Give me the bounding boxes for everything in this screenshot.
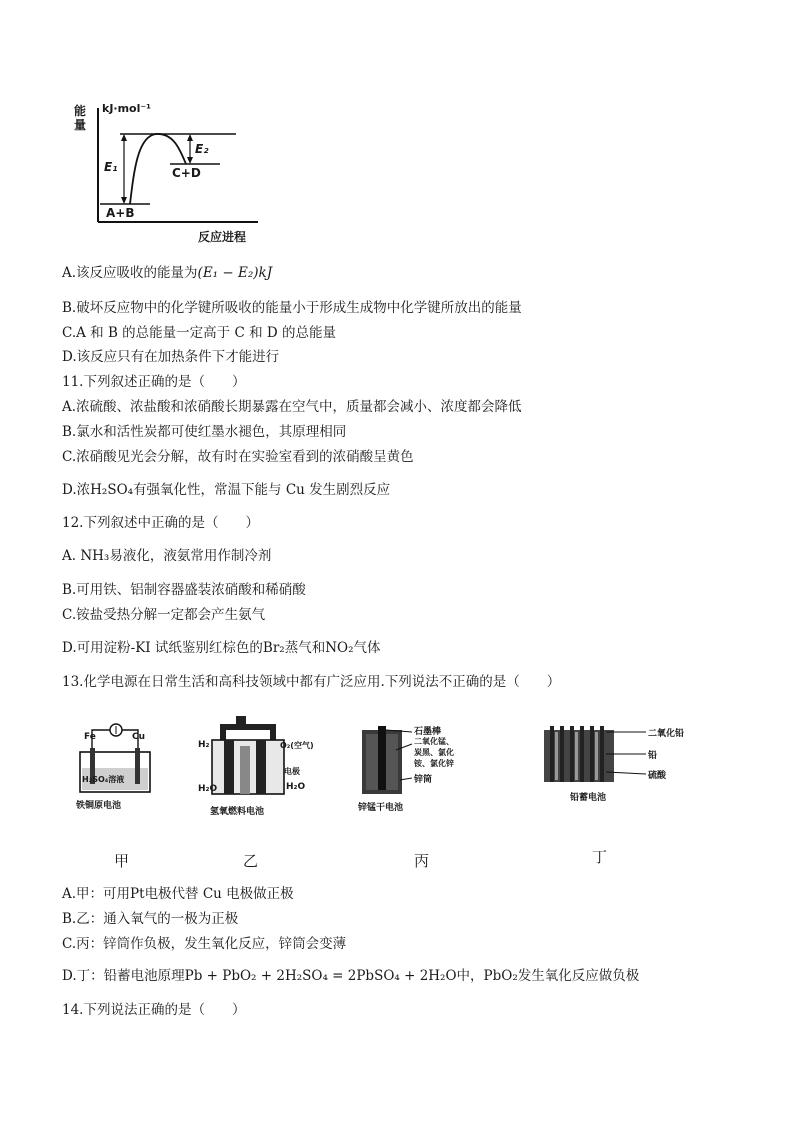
bing-label-3: 炭黑、氯化 — [414, 748, 454, 757]
figure-jia-fe-cu-cell — [72, 718, 172, 813]
q13-a-pre: A.甲：可用 — [62, 886, 131, 902]
unit-label: kJ·mol⁻¹ — [102, 102, 152, 115]
ding-label-1: 二氧化铅 — [648, 729, 685, 739]
fig-label-ding: 丁 — [592, 848, 608, 866]
jia-caption: 铁铜原电池 — [76, 801, 122, 811]
q12-d-post: 气体 — [353, 640, 381, 656]
q12-option-b: B.可用铁、铝制容器盛装浓硝酸和稀硝酸 — [62, 582, 306, 598]
q11-option-a: A.浓硫酸、浓盐酸和浓硝酸长期暴露在空气中，质量都会减小、浓度都会降低 — [62, 399, 522, 415]
q13-option-b: B.乙：通入氧气的一极为正极 — [62, 911, 239, 927]
q12-a-post: 易液化，液氨常用作制冷剂 — [109, 548, 272, 564]
bing-caption: 锌锰干电池 — [358, 803, 404, 813]
e1-label: E₁ — [104, 160, 118, 174]
figure-ding-lead-acid — [540, 720, 700, 810]
y-axis-label-1: 能 — [74, 104, 87, 118]
q13-stem: 13.化学电源在日常生活和高科技领域中都有广泛应用.下列说法不正确的是（ ） — [62, 674, 561, 690]
q10-option-c: C.A 和 B 的总能量一定高于 C 和 D 的总能量 — [62, 325, 337, 341]
q11-d-formula: H₂SO₄ — [90, 482, 134, 498]
q11-d-pre: D.浓 — [62, 482, 91, 498]
q10-option-d: D.该反应只有在加热条件下才能进行 — [62, 349, 280, 365]
fig-label-jia: 甲 — [114, 852, 130, 870]
yi-electrode-label: 电极 — [284, 767, 300, 776]
products-label: C+D — [172, 166, 201, 180]
bing-label-4: 铵、氯化锌 — [414, 759, 454, 768]
y-axis-label-2: 量 — [74, 118, 87, 132]
fig-label-bing: 丙 — [414, 852, 430, 870]
q12-option-c: C.铵盐受热分解一定都会产生氨气 — [62, 607, 266, 623]
q12-d-pre: D.可用淀粉-KI 试纸鉴别红棕色的 — [62, 640, 263, 656]
q12-d-f1: Br₂ — [262, 640, 285, 656]
x-axis-label: 反应进程 — [198, 230, 247, 244]
q13-d-formula: PbO₂ — [483, 968, 518, 984]
q13-d-post: 发生氧化反应做负极 — [517, 968, 640, 984]
q11-option-c: C.浓硝酸见光会分解，故有时在实验室看到的浓硝酸呈黄色 — [62, 449, 414, 465]
q13-d-mid: 中， — [456, 968, 484, 984]
q13-d-equation: Pb + PbO₂ + 2H₂SO₄ = 2PbSO₄ + 2H₂O — [184, 968, 457, 984]
yi-h2-label: H₂ — [198, 740, 210, 750]
q12-a-formula: NH₃ — [80, 548, 110, 564]
energy-diagram — [70, 100, 270, 250]
q12-option-a — [62, 547, 271, 565]
figure-yi-fuel-cell — [196, 712, 316, 822]
ding-caption: 铅蓄电池 — [570, 793, 607, 803]
q10-a-formula: (E₁ − E₂)kJ — [197, 265, 273, 281]
q13-option-a — [62, 885, 294, 903]
q10-option-b: B.破坏反应物中的化学键所吸收的能量小于形成生成物中化学键所放出的能量 — [62, 300, 522, 316]
ding-label-3: 硫酸 — [648, 771, 667, 781]
q12-d-mid: 蒸气和 — [284, 640, 326, 656]
reactants-label: A+B — [106, 206, 135, 220]
e2-label: E₂ — [195, 142, 209, 156]
q10-a-text: A.该反应吸收的能量为 — [62, 265, 198, 281]
yi-h2o-right: H₂O — [286, 782, 306, 792]
q12-d-f2: NO₂ — [325, 640, 354, 656]
bing-label-1: 石墨棒 — [414, 727, 442, 737]
q11-stem: 11.下列叙述正确的是（ ） — [62, 374, 246, 390]
jia-cu-label: Cu — [132, 732, 146, 742]
yi-caption: 氢氧燃料电池 — [210, 807, 265, 817]
bing-label-5: 锌筒 — [414, 775, 433, 785]
q14-stem: 14.下列说法正确的是（ ） — [62, 1002, 246, 1018]
jia-solution-label: H₂SO₄溶液 — [82, 775, 125, 784]
q13-d-pre: D.丁：铅蓄电池原理 — [62, 968, 185, 984]
q12-a-pre: A. — [62, 548, 77, 564]
q11-option-b: B.氯水和活性炭都可使红墨水褪色，其原理相同 — [62, 424, 347, 440]
figure-bing-dry-cell — [356, 720, 476, 820]
fig-label-yi: 乙 — [243, 852, 259, 870]
q10-option-a — [62, 264, 272, 282]
q13-option-d — [62, 967, 639, 985]
q11-option-d — [62, 481, 390, 499]
q13-a-pt: Pt — [130, 886, 145, 902]
q12-stem: 12.下列叙述中正确的是（ ） — [62, 515, 259, 531]
ding-label-2: 铅 — [648, 751, 658, 761]
q11-d-post: 有强氧化性，常温下能与 Cu 发生剧烈反应 — [133, 482, 391, 498]
bing-label-2: 二氧化锰、 — [414, 737, 454, 746]
q13-a-post: 电极代替 Cu 电极做正极 — [144, 886, 294, 902]
q12-option-d — [62, 639, 381, 657]
jia-fe-label: Fe — [84, 732, 96, 742]
q13-option-c: C.丙：锌筒作负极，发生氧化反应，锌筒会变薄 — [62, 936, 347, 952]
yi-h2o-left: H₂O — [198, 784, 218, 794]
yi-o2-label: O₂(空气) — [280, 741, 314, 750]
